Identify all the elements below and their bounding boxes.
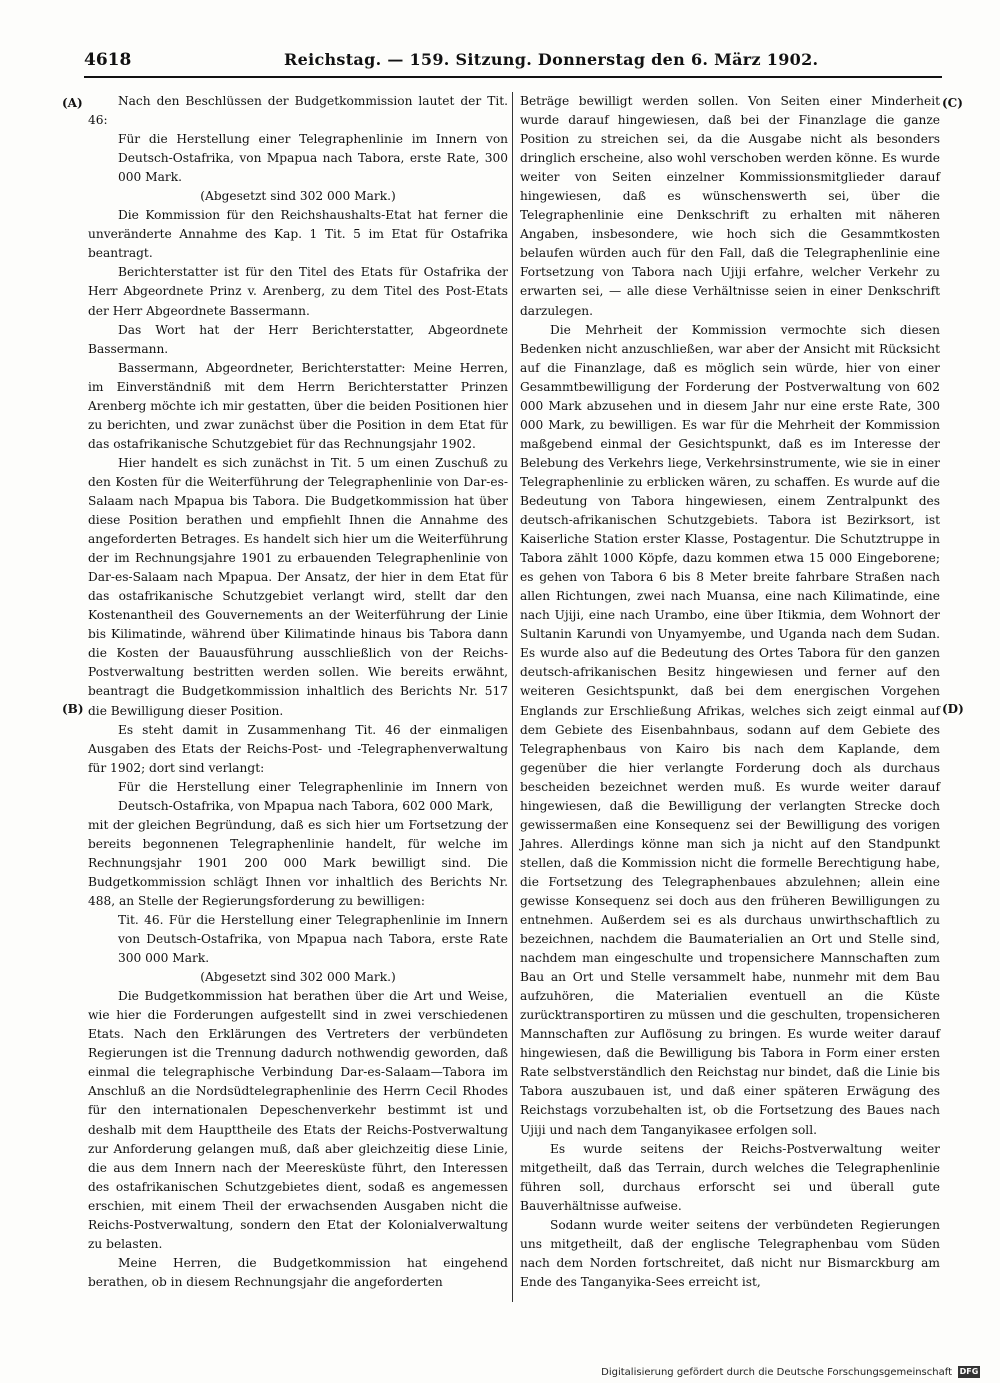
digitization-footer [601, 1366, 980, 1378]
quoted-title: Für die Herstellung einer Telegraphenlinie im Innern von Deutsch-Ostafrika, von Mpapua nach Tabora, erste Rate, 300 000 Mark. [118, 132, 508, 185]
margin-marker-b: (B) [62, 702, 84, 716]
quoted-title: Für die Herstellung einer Telegraphenlinie im Innern von Deutsch-Ostafrika, von Mpapua nach Tabora, 602 000 Mark, [118, 779, 508, 813]
paragraph: mit der gleichen Begründung, daß es sich hier um Fortsetzung der bereits begonnenen Telegraphenlinie handelt, für welche im Rechnungsjahr 1901 200 000 Mark bewilligt sind. Die Budgetkommission schlägt Ihnen vor inhaltlich des Berichts Nr. 488, an Stelle der Regierungsforderung zu bewilligen: [88, 817, 508, 908]
paragraph: Die Kommission für den Reichshaushalts-Etat hat ferner die unveränderte Annahme des Kap. 1 Tit. 5 im Etat für Ostafrika beantragt. [88, 208, 508, 261]
paragraph: Berichterstatter ist für den Titel des Etats für Ostafrika der Herr Abgeordnete Prinz v. Arenberg, zu dem Titel des Post-Etats der Herr Abgeordnete Bassermann. [88, 265, 508, 318]
margin-marker-c: (C) [942, 96, 963, 110]
paragraph: Es wurde seitens der Reichs-Postverwaltung weiter mitgetheilt, daß das Terrain, durch welches die Telegraphenlinie führen soll, durchaus erforscht sei und überall gute Bauverhältnisse aufweise. [520, 1141, 940, 1213]
margin-marker-d: (D) [942, 702, 964, 716]
paragraph: Die Budgetkommission hat berathen über die Art und Weise, wie hier die Forderungen aufgestellt sind in zwei verschiedenen Etats. Nach den Erklärungen des Vertreters der verbündeten Regierungen ist die Trennung dadurch nothwendig geworden, daß einmal die telegraphische Verbindung Dar-es-Salaam—Tabora im Anschluß an die Nordsüdtelegraphenlinie des Herrn Cecil Rhodes für den internationalen Depeschenverkehr bestimmt ist und deshalb mit dem Haupttheile des Etats der Reichs-Postverwaltung zur Anforderung gelangen muß, daß aber gleichzeitig diese Linie, die aus dem Innern nach der Meeresküste führt, den Interessen des ostafrikanischen Schutzgebietes dient, sodaß es angemessen erschien, mit einem Theil der erwachsenden Ausgaben nicht die Reichs-Postverwaltung, sondern den Etat der Kolonialverwaltung zu belasten. [88, 989, 508, 1251]
running-title: Reichstag. — 159. Sitzung. Donnerstag den 6. März 1902. [284, 50, 819, 69]
speaker-paragraph: Bassermann, Abgeordneter, Berichterstatter: Meine Herren, im Einverständniß mit dem Herrn Berichterstatter Prinzen Arenberg möchte ich mir gestatten, über die beiden Positionen hier zu berichten, und zwar zunächst über die Position in dem Etat für das ostafrikanische Schutzgebiet für das Rechnungsjahr 1902. [88, 360, 508, 451]
quoted-title: Tit. 46. Für die Herstellung einer Telegraphenlinie im Innern von Deutsch-Ostafrika, von Mpapua nach Tabora, erste Rate 300 000 Mark. [118, 913, 508, 966]
paragraph: Es steht damit in Zusammenhang Tit. 46 der einmaligen Ausgaben des Etats der Reichs-Post- und -Telegraphenverwaltung für 1902; dort sind verlangt: [88, 722, 508, 775]
margin-marker-a: (A) [62, 96, 83, 110]
column-divider [512, 92, 513, 1302]
page-number: 4618 [84, 50, 132, 70]
deduction-note: (Abgesetzt sind 302 000 Mark.) [200, 189, 396, 204]
paragraph: Sodann wurde weiter seitens der verbündeten Regierungen uns mitgetheilt, daß der englische Telegraphenbau vom Süden nach dem Norden fortschreitet, daß nicht nur Bismarckburg am Ende des Tanganyika-Sees erreicht ist, [520, 1217, 940, 1289]
paragraph: Das Wort hat der Herr Berichterstatter, Abgeordnete Bassermann. [88, 322, 508, 356]
paragraph: Beträge bewilligt werden sollen. Von Seiten einer Minderheit wurde darauf hingewiesen, daß bei der Finanzlage die ganze Position zu streichen sei, da die Ausgabe nicht als besonders dringlich erscheine, also wohl verschoben werden könne. Es wurde weiter von Seiten einzelner Kommissionsmitglieder darauf hingewiesen, daß es wünschenswerth sei, über die Telegraphenlinie eine Denkschrift zu erhalten mit näheren Angaben, insbesondere, wie hoch sich die Gesammtkosten belaufen würden auch für den Fall, daß die Telegraphenlinie eine Fortsetzung von Tabora nach Ujiji erfahre, welcher Verkehr zu erwarten sei, — alle diese Verhältnisse seien in einer Denkschrift darzulegen. [520, 94, 940, 318]
right-column [520, 92, 940, 1292]
page-header [84, 48, 942, 78]
paragraph: Nach den Beschlüssen der Budgetkommission lautet der Tit. 46: [88, 94, 508, 128]
paragraph: Hier handelt es sich zunächst in Tit. 5 um einen Zuschuß zu den Kosten für die Weiterführung der Telegraphenlinie von Dar-es-Salaam nach Mpapua bis Tabora. Die Budgetkommission hat über diese Position berathen und empfiehlt Ihnen die Annahme des angeforderten Betrages. Es handelt sich hier um die Weiterführung der im Rechnungsjahre 1901 zu erbauenden Telegraphenlinie von Dar-es-Salaam nach Mpapua. Der Ansatz, der hier in dem Etat für das ostafrikanische Schutzgebiet verlangt wird, stellt dar den Kostenantheil des Gouvernements an der Weiterführung der Linie bis Kilimatinde, während über Kilimatinde hinaus bis Tabora dann die Kosten der Bauausführung ausschließlich von der Reichs-Postverwaltung bestritten werden sollen. Wie bereits erwähnt, beantragt die Budgetkommission inhaltlich des Berichts Nr. 517 die Bewilligung dieser Position. [88, 455, 508, 718]
footer-text: Digitalisierung gefördert durch die Deutsche Forschungsgemeinschaft [601, 1366, 952, 1378]
deduction-note: (Abgesetzt sind 302 000 Mark.) [200, 970, 396, 985]
left-column [88, 92, 508, 1292]
paragraph: Die Mehrheit der Kommission vermochte sich diesen Bedenken nicht anzuschließen, war aber der Ansicht mit Rücksicht auf die Finanzlage, daß es möglich sein würde, hier von einer Gesammtbewilligung der Forderung der Postverwaltung von 602 000 Mark abzusehen und in diesem Jahr nur eine erste Rate, 300 000 Mark, zu bewilligen. Es war für die Mehrheit der Kommission maßgebend einmal der Gesichtspunkt, daß es im Interesse der Belebung des Verkehrs liege, Verkehrsinstrumente, wie sie in einer Telegraphenlinie zu erblicken wären, zu schaffen. Es wurde auf die Bedeutung von Tabora hingewiesen, einem Zentralpunkt des deutsch-afrikanischen Schutzgebiets. Tabora ist Bezirksort, ist Kaiserliche Station erster Klasse, Postagentur. Die Schutztruppe in Tabora zählt 1000 Köpfe, dazu kommen etwa 15 000 Eingeborene; es gehen von Tabora 6 bis 8 Meter breite fahrbare Straßen nach allen Richtungen, zwei nach Muansa, eine nach Kilimatinde, eine nach Ujiji, eine nach Urambo, eine über Itikmia, dem Wohnort der Sultanin Karundi von Unyamyembe, und Uganda nach dem Sudan. Es wurde also auf die Bedeutung des Ortes Tabora für den ganzen deutsch-afrikanischen Besitz hingewiesen und ferner auf den weiteren Gesichtspunkt, daß bei dem energischen Vorgehen Englands zur Erschließung Afrikas, welches sich zeigt einmal auf dem Gebiete des Eisenbahnbaus, sodann auf dem Gebiete des Telegraphenbaus von Kairo bis nach dem Kaplande, dem gegenüber die hier verlangte Forderung doch als durchaus bescheiden bezeichnet werden muß. Es wurde weiter darauf hingewiesen, daß die Bewilligung der verlangten Strecke doch gewissermaßen eine Konsequenz sei der Bewilligung des vorigen Jahres. Allerdings könne man sich ja nicht auf den Standpunkt stellen, daß die Kommission nicht die formelle Berechtigung habe, die Fortsetzung des Telegraphenbaues abzulehnen; allein eine gewisse Konsequenz sei doch aus den früheren Bewilligungen zu entnehmen. Außerdem sei es als durchaus unwirthschaftlich zu bezeichnen, nachdem die Baumaterialien an Ort und Stelle sind, nachdem man eingeschulte und tropensichere Mannschaften zum Bau an Ort und Stelle versammelt habe, nunmehr mit dem Bau aufzuhören, die Materialien eventuell an die Küste zurücktransportiren zu müssen und die geschulten, tropensicheren Mannschaften zur Auflösung zu bringen. Es wurde weiter darauf hingewiesen, daß die Bewilligung bis Tabora in Form einer ersten Rate selbstverständlich den Reichstag nur bindet, daß die Linie bis Tabora auszubauen ist, und daß einer späteren Erwägung des Reichstags vorzubehalten ist, ob die Fortsetzung des Baues nach Ujiji und nach dem Tanganyikasee erfolgen soll. [520, 322, 940, 1137]
dfg-logo-icon: DFG [959, 1367, 979, 1376]
paragraph: Meine Herren, die Budgetkommission hat eingehend berathen, ob in diesem Rechnungsjahr die angeforderten [88, 1255, 508, 1289]
